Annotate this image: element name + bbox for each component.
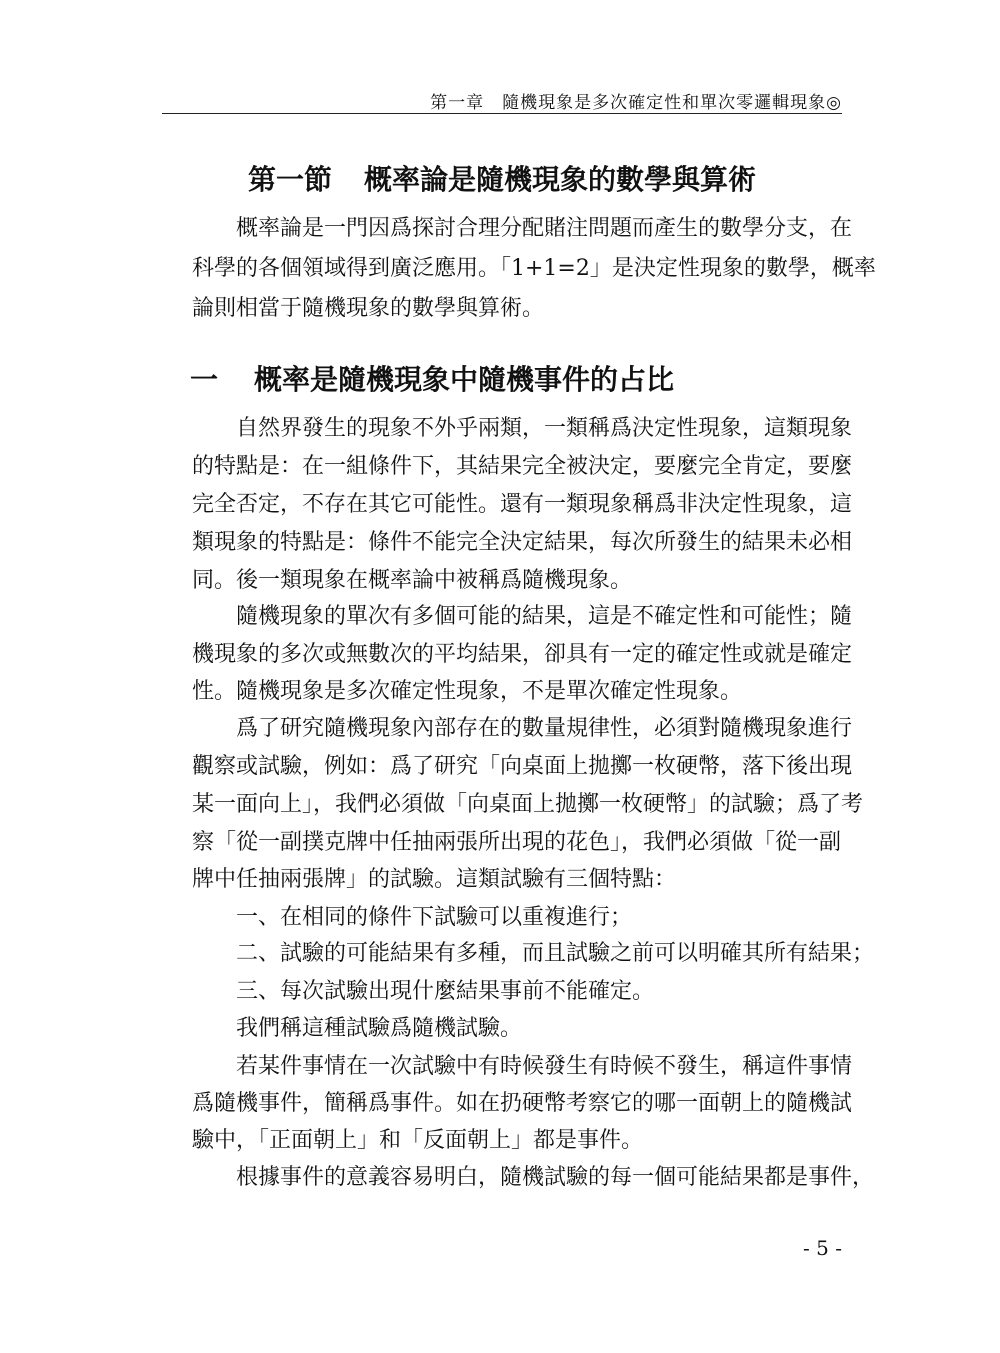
body-line: 性。隨機現象是多次確定性現象，不是單次確定性現象。 <box>192 679 743 704</box>
section-title <box>162 158 842 202</box>
body-line: 牌中任抽兩張牌」的試驗。這類試驗有三個特點： <box>192 867 677 892</box>
body-line: 一、在相同的條件下試驗可以重複進行； <box>192 905 633 930</box>
body-line: 若某件事情在一次試驗中有時候發生有時候不發生，稱這件事情 <box>192 1054 853 1079</box>
body-line: 二、試驗的可能結果有多種，而且試驗之前可以明確其所有結果； <box>192 941 875 966</box>
body-line: 隨機現象的單次有多個可能的結果，這是不確定性和可能性；隨 <box>192 604 853 629</box>
body-line: 機現象的多次或無數次的平均結果，卻具有一定的確定性或就是確定 <box>192 642 853 667</box>
subsection-title-text: 概率是隨機現象中隨機事件的占比 <box>254 363 675 396</box>
header-rule <box>162 113 842 114</box>
body-line: 同。後一類現象在概率論中被稱爲隨機現象。 <box>192 568 633 593</box>
running-head: 第一章 隨機現象是多次確定性和單次零邏輯現象◎ <box>430 93 842 113</box>
subsection-number: 一 <box>190 363 219 396</box>
body-line: 驗中，「正面朝上」和「反面朝上」都是事件。 <box>192 1128 644 1153</box>
body-line: 完全否定，不存在其它可能性。還有一類現象稱爲非決定性現象，這 <box>192 492 853 517</box>
body-line: 觀察或試驗，例如：爲了研究「向桌面上拋擲一枚硬幣，落下後出現 <box>192 754 853 779</box>
body-line: 爲了研究隨機現象內部存在的數量規律性，必須對隨機現象進行 <box>192 716 853 741</box>
section-number: 第一節 <box>247 163 332 196</box>
intro-line: 論則相當于隨機現象的數學與算術。 <box>192 296 545 321</box>
subsection-title <box>190 358 674 402</box>
body-line: 我們稱這種試驗爲隨機試驗。 <box>192 1016 523 1041</box>
body-line: 某一面向上」，我們必須做「向桌面上拋擲一枚硬幣」的試驗；爲了考 <box>192 792 864 817</box>
body-line: 的特點是：在一組條件下，其結果完全被決定，要麼完全肯定，要麼 <box>192 454 853 479</box>
body-line: 類現象的特點是：條件不能完全決定結果，每次所發生的結果未必相 <box>192 530 853 555</box>
intro-line: 概率論是一門因爲探討合理分配賭注問題而產生的數學分支，在 <box>192 216 853 241</box>
body-line: 自然界發生的現象不外乎兩類，一類稱爲決定性現象，這類現象 <box>192 416 853 441</box>
body-line: 三、每次試驗出現什麼結果事前不能確定。 <box>192 979 655 1004</box>
page-number: - 5 - <box>803 1236 842 1260</box>
body-line: 察「從一副撲克牌中任抽兩張所出現的花色」，我們必須做「從一副 <box>192 830 842 855</box>
body-line: 爲隨機事件，簡稱爲事件。如在扔硬幣考察它的哪一面朝上的隨機試 <box>192 1091 853 1116</box>
body-line: 根據事件的意義容易明白，隨機試驗的每一個可能結果都是事件， <box>192 1165 875 1190</box>
section-title-text: 概率論是隨機現象的數學與算術 <box>364 163 757 196</box>
intro-line: 科學的各個領域得到廣泛應用。「1+1=2」是決定性現象的數學，概率 <box>192 256 876 281</box>
